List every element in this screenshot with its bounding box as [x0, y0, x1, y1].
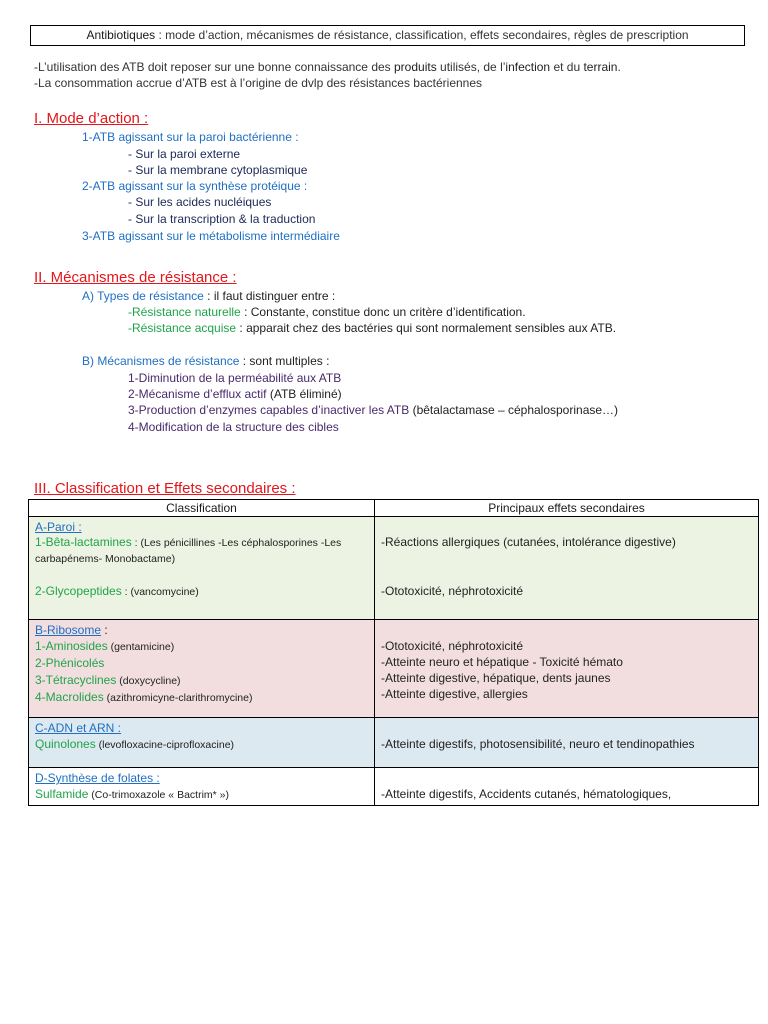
- classification-cell-ribosome: [29, 620, 375, 718]
- effect-text: -Atteinte neuro et hépatique - Toxicité hémato: [381, 655, 623, 669]
- mode-item-1b: - Sur la membrane cytoplasmique: [128, 163, 308, 177]
- group-title-paroi: A-Paroi :: [35, 520, 82, 534]
- mode-item-3: 3-ATB agissant sur le métabolisme intermédiaire: [82, 229, 340, 243]
- classification-table: [28, 499, 759, 806]
- table-row: [29, 620, 759, 718]
- drug-name: Sulfamide: [35, 787, 89, 801]
- effects-cell-folates: [375, 768, 759, 806]
- drug-detail: (azithromicyne-clarithromycine): [103, 692, 253, 704]
- effects-cell-paroi: [375, 517, 759, 620]
- mechanism-2-label: 2-Mécanisme d’efflux actif: [128, 387, 267, 401]
- drug-name: Quinolones: [35, 737, 96, 751]
- effect-text: -Réactions allergiques (cutanées, intolérance digestive): [381, 535, 676, 549]
- effects-cell-ribosome: [375, 620, 759, 718]
- mechanism-3: [128, 402, 618, 418]
- title-bold: Antibiotiques: [86, 28, 156, 42]
- group-title-suffix: :: [101, 623, 108, 637]
- mode-item-2: 2-ATB agissant sur la synthèse protéique :: [82, 179, 308, 193]
- group-title-adn: C-ADN et ARN :: [35, 721, 122, 735]
- list-item: [35, 638, 368, 655]
- mechanism-2: [128, 386, 342, 402]
- resistance-naturelle: [128, 304, 526, 320]
- group-title-ribosome: B-Ribosome: [35, 623, 102, 637]
- table-row: [29, 718, 759, 768]
- classification-cell-adn: [29, 718, 375, 768]
- mechanism-3-label: 3-Production d’enzymes capables d’inactiver les ATB: [128, 403, 410, 417]
- mode-item-1: 1-ATB agissant sur la paroi bactérienne :: [82, 130, 299, 144]
- drug-name: 1-Aminosides: [35, 639, 108, 653]
- effect-text: -Atteinte digestifs, photosensibilité, neuro et tendinopathies: [381, 737, 695, 751]
- effect-text: -Atteinte digestive, hépatique, dents jaunes: [381, 671, 611, 685]
- mechanism-3-text: (bêtalactamase – céphalosporinase…): [409, 403, 619, 417]
- title-rest: : mode d’action, mécanismes de résistance, classification, effets secondaires, règles de prescription: [155, 28, 689, 42]
- resistance-acquise: [128, 320, 616, 336]
- effect-text: -Atteinte digestive, allergies: [381, 687, 528, 701]
- section-heading-resistance: II. Mécanismes de résistance :: [34, 269, 237, 286]
- mode-item-2b: - Sur la transcription & la traduction: [128, 212, 316, 226]
- intro-keyword-terrain: terrain: [583, 60, 618, 74]
- list-item: [35, 535, 368, 567]
- mode-item-1a: - Sur la paroi externe: [128, 147, 241, 161]
- section-heading-mode-action: I. Mode d’action :: [34, 110, 149, 127]
- list-item: [35, 672, 368, 689]
- section-heading-classification: III. Classification et Effets secondaires :: [34, 480, 296, 497]
- drug-detail: : (vancomycine): [121, 586, 199, 598]
- resistance-mechanisms-label: B) Mécanismes de résistance: [82, 354, 240, 368]
- drug-detail: (doxycycline): [116, 675, 181, 687]
- mechanism-1: 1-Diminution de la perméabilité aux ATB: [128, 371, 342, 385]
- list-item: [35, 689, 368, 706]
- classification-cell-folates: [29, 768, 375, 806]
- group-title-folates: D-Synthèse de folates :: [35, 771, 160, 785]
- mechanism-2-text: (ATB éliminé): [266, 387, 342, 401]
- intro-text: -L’utilisation des ATB doit reposer sur une bonne connaissance des: [34, 60, 394, 74]
- intro-line-1: [34, 59, 621, 75]
- drug-detail: : (Les pénicillines -Les céphalosporines -Les carbapénems- Monobactame): [35, 537, 342, 565]
- resistance-acquise-text: : apparait chez des bactéries qui sont normalement sensibles aux ATB.: [236, 321, 617, 335]
- effect-text: -Atteinte digestifs, Accidents cutanés, hématologiques,: [381, 787, 672, 801]
- document-title: [30, 25, 745, 46]
- table-header-row: [29, 500, 759, 517]
- column-header-classification: Classification: [29, 500, 375, 517]
- column-header-effects: Principaux effets secondaires: [375, 500, 759, 517]
- resistance-types: [82, 288, 335, 304]
- drug-detail: (Co-trimoxazole « Bactrim* »): [88, 789, 229, 801]
- mode-item-2a: - Sur les acides nucléiques: [128, 195, 272, 209]
- resistance-mechanisms: [82, 353, 329, 369]
- list-item: [35, 655, 368, 672]
- intro-text: utilisés, de l’: [436, 60, 506, 74]
- resistance-naturelle-label: -Résistance naturelle: [128, 305, 241, 319]
- intro-keyword-infection: infection: [505, 60, 551, 74]
- drug-name: 4-Macrolides: [35, 690, 104, 704]
- intro-line-2: -La consommation accrue d’ATB est à l’origine de dvlp des résistances bactériennes: [34, 76, 483, 90]
- intro-text: et du: [550, 60, 584, 74]
- effect-text: -Ototoxicité, néphrotoxicité: [381, 584, 524, 598]
- list-item: [35, 736, 368, 753]
- resistance-mechanisms-text: : sont multiples :: [239, 354, 330, 368]
- list-item: [35, 583, 368, 600]
- drug-name: 2-Phénicolés: [35, 656, 105, 670]
- drug-detail: (levofloxacine-ciprofloxacine): [95, 739, 235, 751]
- resistance-acquise-label: -Résistance acquise: [128, 321, 237, 335]
- resistance-types-label: A) Types de résistance: [82, 289, 204, 303]
- drug-name: 3-Tétracyclines: [35, 673, 117, 687]
- resistance-naturelle-text: : Constante, constitue donc un critère d’identification.: [240, 305, 526, 319]
- drug-detail: (gentamicine): [107, 641, 175, 653]
- intro-keyword-produits: produits: [394, 60, 437, 74]
- drug-name: 2-Glycopeptides: [35, 584, 122, 598]
- resistance-types-text: : il faut distinguer entre :: [203, 289, 336, 303]
- effect-text: -Ototoxicité, néphrotoxicité: [381, 639, 524, 653]
- mechanism-4: 4-Modification de la structure des cibles: [128, 420, 339, 434]
- classification-cell-paroi: [29, 517, 375, 620]
- list-item: [35, 786, 368, 803]
- intro-text: .: [617, 60, 621, 74]
- effects-cell-adn: [375, 718, 759, 768]
- table-row: [29, 517, 759, 620]
- drug-name: 1-Bêta-lactamines: [35, 535, 132, 549]
- table-row: [29, 768, 759, 806]
